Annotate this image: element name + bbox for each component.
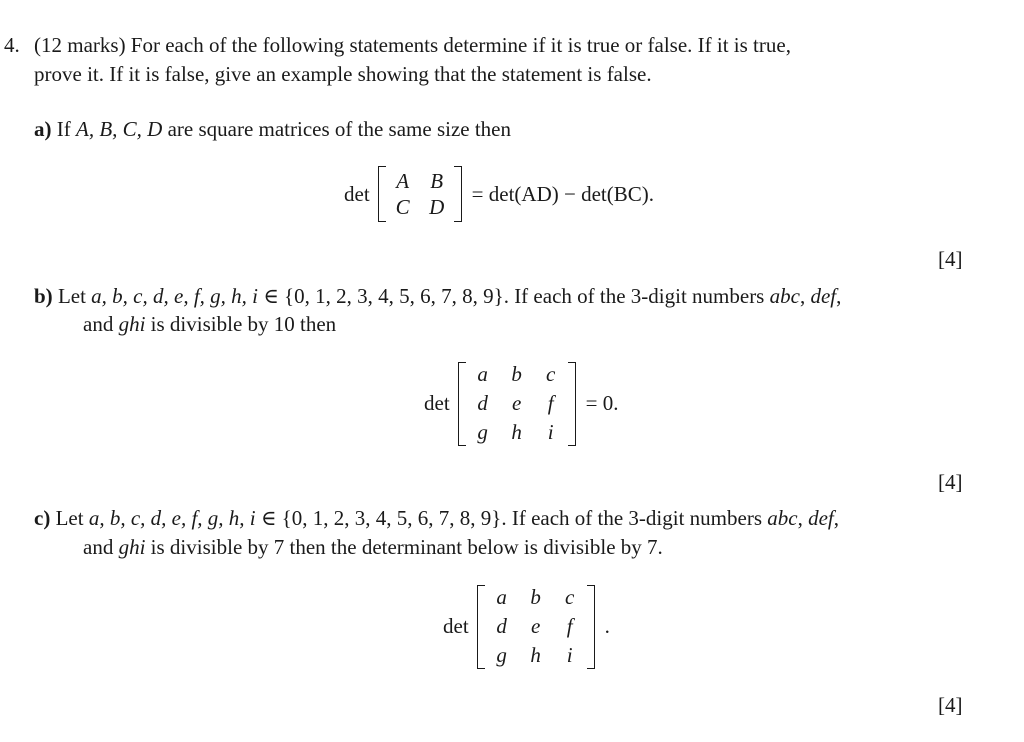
part-b-line2-post: is divisible by 10 then: [145, 312, 337, 336]
part-b-abc: abc: [769, 284, 800, 308]
part-a-det: det: [344, 181, 370, 206]
part-a-marks: [4]: [938, 247, 963, 271]
part-b-line1: [34, 284, 841, 309]
part-b-line2: [83, 312, 336, 337]
matrix-entry: e: [511, 391, 522, 415]
part-c-det: det: [443, 614, 469, 638]
matrix-entry: b: [530, 585, 541, 609]
matrix-entry: i: [547, 420, 554, 444]
part-c-matrix: [485, 583, 587, 670]
left-bracket: [458, 362, 466, 446]
part-c-line1-end: ,: [833, 506, 839, 530]
part-a-text-before: If: [56, 117, 76, 141]
part-b-equation: [424, 360, 619, 447]
part-a-vars: A, B, C, D: [76, 117, 163, 141]
matrix-entry: d: [496, 614, 507, 638]
matrix-entry: i: [566, 643, 573, 667]
part-a-statement: [34, 117, 511, 142]
part-b-line2-pre: and: [83, 312, 119, 336]
question-intro-line2: prove it. If it is false, give an example showing that the statement is false.: [34, 62, 652, 86]
part-c-equation: [443, 583, 610, 670]
part-c-line2: [83, 535, 663, 560]
matrix-entry: f: [547, 391, 554, 415]
part-c-rhs: .: [604, 614, 610, 638]
matrix-entry: h: [511, 420, 522, 444]
matrix-entry: b: [511, 362, 522, 386]
part-c-def: def: [808, 506, 834, 530]
part-b-ghi: ghi: [118, 312, 146, 336]
part-c-vars: a, b, c, d, e, f, g, h, i: [88, 506, 256, 530]
matrix-entry: C: [395, 195, 410, 219]
part-c-abc: abc: [767, 506, 798, 530]
part-c-comma: ,: [797, 506, 809, 530]
matrix-entry: f: [566, 614, 573, 638]
matrix-entry: D: [429, 195, 445, 219]
part-a-equation: [344, 166, 654, 222]
part-b-line1-pre: Let: [57, 284, 92, 308]
part-b-det: det: [424, 391, 450, 415]
right-bracket: [568, 362, 576, 446]
part-b-marks: [4]: [938, 470, 963, 494]
part-c-set: ∈ {0, 1, 2, 3, 4, 5, 6, 7, 8, 9}. If each of the 3-digit numbers: [255, 506, 768, 530]
question-number: 4.: [4, 33, 20, 57]
matrix-entry: d: [477, 391, 488, 415]
part-b-vars: a, b, c, d, e, f, g, h, i: [91, 284, 258, 308]
part-c-marks: [4]: [938, 693, 963, 717]
part-c-line1-pre: Let: [55, 506, 89, 530]
part-c-line2-pre: and: [83, 535, 119, 559]
matrix-entry: e: [530, 614, 541, 638]
matrix-entry: a: [477, 362, 488, 386]
right-bracket: [587, 585, 595, 669]
left-bracket: [378, 166, 386, 222]
part-a-block-matrix: [386, 168, 454, 220]
part-a-text-after: are square matrices of the same size then: [162, 117, 512, 141]
part-b-label: b): [34, 284, 53, 308]
matrix-entry: c: [564, 585, 575, 609]
part-b-def: def: [810, 284, 837, 308]
part-a-rhs: = det(AD) − det(BC).: [471, 181, 654, 206]
question-intro-line1: (12 marks) For each of the following statements determine if it is true or false. If it is true,: [34, 33, 791, 57]
part-c-line2-post: is divisible by 7 then the determinant below is divisible by 7.: [145, 535, 663, 559]
part-b-rhs: = 0.: [585, 391, 619, 415]
part-c-ghi: ghi: [118, 535, 146, 559]
part-b-matrix: [466, 360, 568, 447]
matrix-entry: c: [545, 362, 556, 386]
matrix-entry: g: [496, 643, 507, 667]
part-b-line1-end: ,: [836, 284, 842, 308]
part-c-label: c): [34, 506, 51, 530]
right-bracket: [454, 166, 462, 222]
part-b-comma: ,: [799, 284, 811, 308]
matrix-entry: A: [396, 169, 410, 193]
part-a-label: a): [34, 117, 52, 141]
part-b-set: ∈ {0, 1, 2, 3, 4, 5, 6, 7, 8, 9}. If each of the 3-digit numbers: [257, 284, 770, 308]
matrix-entry: a: [496, 585, 507, 609]
part-c-line1: [34, 506, 839, 531]
matrix-entry: h: [530, 643, 541, 667]
matrix-entry: g: [477, 420, 488, 444]
left-bracket: [477, 585, 485, 669]
matrix-entry: B: [430, 169, 444, 193]
